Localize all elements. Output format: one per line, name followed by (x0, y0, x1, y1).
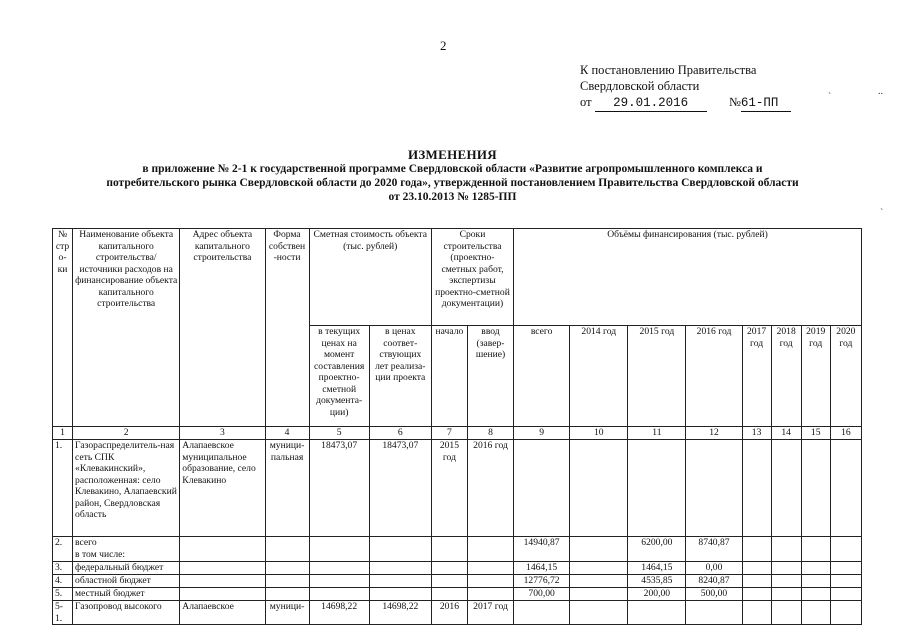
subtitle-line-3: от 23.10.2013 № 1285-ПП (388, 191, 517, 203)
column-number: 13 (742, 427, 771, 440)
header-end: ввод (завер-шение) (467, 326, 513, 427)
resolution-date-line (580, 94, 791, 112)
financing-2020 (830, 537, 861, 562)
financing-2017 (742, 562, 771, 575)
ownership-form (265, 562, 309, 575)
header-num: № стро-ки (53, 229, 73, 427)
object-name: федеральный бюджет (73, 562, 180, 575)
header-2016: 2016 год (686, 326, 742, 427)
financing-2020 (830, 588, 861, 601)
financing-total (514, 601, 570, 625)
financing-2019 (801, 575, 830, 588)
financing-total: 12776,72 (514, 575, 570, 588)
header-estimate-current: в текущих ценах на момент составления проектно-сметной документа-ции) (309, 326, 369, 427)
row-number: 1. (53, 440, 73, 537)
object-name: всего в том числе: (73, 537, 180, 562)
subtitle-line-1: в приложение № 2-1 к государственной программе Свердловской области «Развитие агропромышленного комплекса и (142, 163, 763, 175)
row-number: 5. (53, 588, 73, 601)
resolution-line-2: Свердловской области (580, 79, 700, 93)
column-number: 8 (467, 427, 513, 440)
header-financing: Объёмы финансирования (тыс. рублей) (514, 229, 862, 326)
financing-2015: 6200,00 (628, 537, 686, 562)
column-number: 3 (180, 427, 265, 440)
resolution-line-1: К постановлению Правительства (580, 63, 757, 77)
column-number: 14 (771, 427, 801, 440)
financing-2019 (801, 588, 830, 601)
financing-2018 (771, 440, 801, 537)
estimate-years: 14698,22 (369, 601, 431, 625)
financing-total (514, 440, 570, 537)
estimate-current: 14698,22 (309, 601, 369, 625)
construction-end: 2017 год (467, 601, 513, 625)
financing-table (52, 228, 862, 625)
financing-2014 (570, 601, 628, 625)
financing-2015 (628, 601, 686, 625)
financing-2016 (686, 601, 742, 625)
financing-2014 (570, 537, 628, 562)
financing-2015: 1464,15 (628, 562, 686, 575)
construction-start (431, 562, 467, 575)
construction-end: 2016 год (467, 440, 513, 537)
column-number: 16 (830, 427, 861, 440)
financing-2014 (570, 588, 628, 601)
number-prefix: № (728, 95, 741, 109)
object-name: Газораспределитель-ная сеть СПК «Клевакинский», расположенная: село Клевакино, Алапаевский район, Свердловская область (73, 440, 180, 537)
financing-2017 (742, 537, 771, 562)
construction-start: 2016 (431, 601, 467, 625)
header-terms: Сроки строительства (проектно-сметных работ, экспертизы проектно-сметной документации) (431, 229, 513, 326)
financing-2016: 0,00 (686, 562, 742, 575)
ownership-form: муници-пальная (265, 440, 309, 537)
object-address: Алапаевское муниципальное образование, село Клевакино (180, 440, 265, 537)
row-number: 3. (53, 562, 73, 575)
financing-2016: 8240,87 (686, 575, 742, 588)
resolution-number: 61-ПП (741, 95, 791, 112)
financing-2019 (801, 562, 830, 575)
estimate-current (309, 562, 369, 575)
header-start: начало (431, 326, 467, 427)
financing-2017 (742, 575, 771, 588)
financing-2017 (742, 601, 771, 625)
scan-mark: .. (878, 86, 883, 97)
estimate-years (369, 575, 431, 588)
ownership-form (265, 588, 309, 601)
financing-2017 (742, 440, 771, 537)
financing-2017 (742, 588, 771, 601)
column-number: 12 (686, 427, 742, 440)
object-address (180, 588, 265, 601)
header-2019: 2019 год (801, 326, 830, 427)
financing-2019 (801, 601, 830, 625)
row-number: 5-1. (53, 601, 73, 625)
table-row (53, 562, 862, 575)
row-number: 4. (53, 575, 73, 588)
ownership-form: муници- (265, 601, 309, 625)
column-number-row (53, 427, 862, 440)
resolution-reference (580, 62, 791, 112)
column-number: 9 (514, 427, 570, 440)
header-2017: 2017 год (742, 326, 771, 427)
header-2015: 2015 год (628, 326, 686, 427)
header-row-1 (53, 229, 862, 326)
financing-2020 (830, 440, 861, 537)
header-address: Адрес объекта капитального строительства (180, 229, 265, 427)
subtitle-line-2: потребительского рынка Свердловской области до 2020 года», утвержденной постановлением Правительства Свердловской области (106, 177, 799, 189)
scan-mark: ˋ (880, 208, 884, 219)
date-prefix: от (580, 95, 592, 109)
column-number: 15 (801, 427, 830, 440)
financing-2015: 200,00 (628, 588, 686, 601)
resolution-date: 29.01.2016 (595, 95, 707, 112)
estimate-current (309, 588, 369, 601)
estimate-current: 18473,07 (309, 440, 369, 537)
column-number: 6 (369, 427, 431, 440)
construction-start (431, 575, 467, 588)
financing-2015 (628, 440, 686, 537)
financing-2016: 8740,87 (686, 537, 742, 562)
financing-total: 1464,15 (514, 562, 570, 575)
column-number: 2 (73, 427, 180, 440)
financing-2019 (801, 537, 830, 562)
page-number: 2 (440, 38, 447, 53)
financing-2019 (801, 440, 830, 537)
financing-2014 (570, 440, 628, 537)
row-number: 2. (53, 537, 73, 562)
object-name: Газопровод высокого (73, 601, 180, 625)
object-name: местный бюджет (73, 588, 180, 601)
construction-start (431, 537, 467, 562)
header-ownership: Форма собствен-ности (265, 229, 309, 427)
table-body (53, 440, 862, 625)
estimate-years: 18473,07 (369, 440, 431, 537)
financing-2016 (686, 440, 742, 537)
financing-2018 (771, 601, 801, 625)
construction-start: 2015 год (431, 440, 467, 537)
estimate-years (369, 562, 431, 575)
financing-2020 (830, 562, 861, 575)
table-row (53, 440, 862, 537)
financing-2020 (830, 601, 861, 625)
header-name: Наименование объекта капитального строительства/ источники расходов на финансирование объекта капитального строительства (73, 229, 180, 427)
table-row (53, 537, 862, 562)
column-number: 1 (53, 427, 73, 440)
financing-2018 (771, 575, 801, 588)
ownership-form (265, 537, 309, 562)
financing-total: 14940,87 (514, 537, 570, 562)
estimate-years (369, 588, 431, 601)
column-number: 4 (265, 427, 309, 440)
construction-end (467, 588, 513, 601)
header-2020: 2020 год (830, 326, 861, 427)
financing-2015: 4535,85 (628, 575, 686, 588)
estimate-current (309, 575, 369, 588)
financing-2020 (830, 575, 861, 588)
construction-end (467, 562, 513, 575)
financing-2014 (570, 562, 628, 575)
estimate-current (309, 537, 369, 562)
header-2018: 2018 год (771, 326, 801, 427)
construction-start (431, 588, 467, 601)
scan-mark: ˋ (828, 92, 832, 103)
column-number: 11 (628, 427, 686, 440)
construction-end (467, 537, 513, 562)
document-title: ИЗМЕНЕНИЯ (407, 147, 497, 162)
construction-end (467, 575, 513, 588)
table-row (53, 601, 862, 625)
column-number: 10 (570, 427, 628, 440)
object-address (180, 562, 265, 575)
document-subtitle (30, 162, 875, 204)
column-number: 7 (431, 427, 467, 440)
estimate-years (369, 537, 431, 562)
header-estimate: Сметная стоимость объекта (тыс. рублей) (309, 229, 431, 326)
object-name: областной бюджет (73, 575, 180, 588)
header-total: всего (514, 326, 570, 427)
financing-2014 (570, 575, 628, 588)
financing-2018 (771, 588, 801, 601)
ownership-form (265, 575, 309, 588)
object-address: Алапаевское (180, 601, 265, 625)
financing-2018 (771, 537, 801, 562)
header-2014: 2014 год (570, 326, 628, 427)
object-address (180, 575, 265, 588)
table-row (53, 588, 862, 601)
column-number: 5 (309, 427, 369, 440)
table-row (53, 575, 862, 588)
header-estimate-years: в ценах соответ-ствующих лет реализа-ции проекта (369, 326, 431, 427)
financing-2016: 500,00 (686, 588, 742, 601)
financing-2018 (771, 562, 801, 575)
financing-total: 700,00 (514, 588, 570, 601)
object-address (180, 537, 265, 562)
